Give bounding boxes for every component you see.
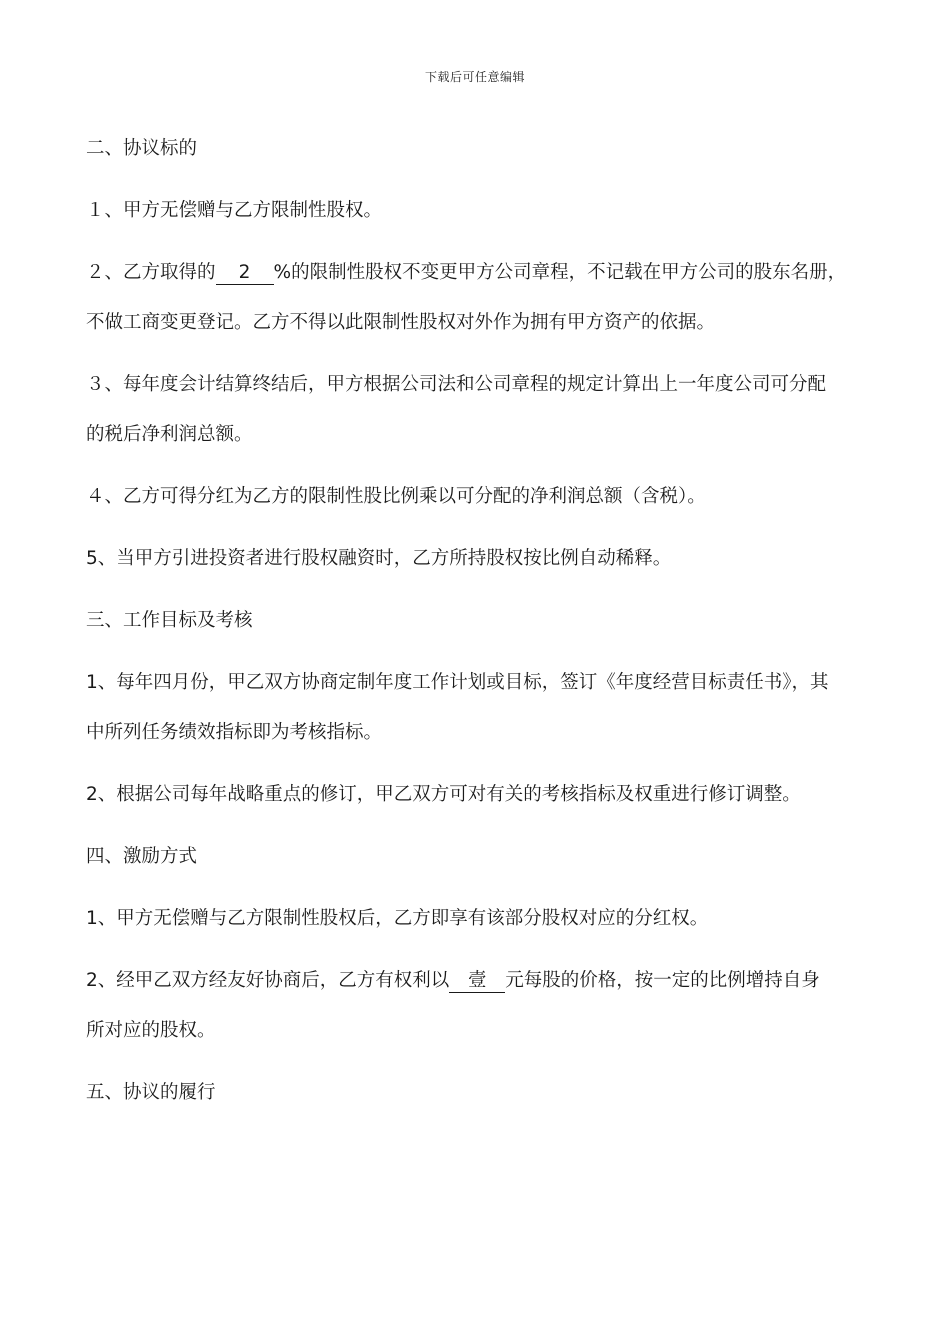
clause-4-2-before: 2、经甲乙双方经友好协商后，乙方有权利以 xyxy=(86,970,450,991)
clause-4-2-line-2: 所对应的股权。 xyxy=(86,1020,216,1041)
clause-3-2: 2、根据公司每年战略重点的修订，甲乙双方可对有关的考核指标及权重进行修订调整。 xyxy=(86,784,801,805)
clause-2-2-line-2: 不做工商变更登记。乙方不得以此限制性股权对外作为拥有甲方资产的依据。 xyxy=(86,312,716,333)
clause-2-3-line-2: 的税后净利润总额。 xyxy=(86,424,253,445)
clause-2-3-line-1: ３、每年度会计结算终结后，甲方根据公司法和公司章程的规定计算出上一年度公司可分配 xyxy=(86,374,827,395)
clause-4-2-line-1 xyxy=(86,966,876,996)
clause-4-1: 1、甲方无偿赠与乙方限制性股权后，乙方即享有该部分股权对应的分红权。 xyxy=(86,908,709,929)
clause-2-5: 5、当甲方引进投资者进行股权融资时，乙方所持股权按比例自动稀释。 xyxy=(86,548,672,569)
section-heading-incentive-method: 四、激励方式 xyxy=(86,846,198,867)
section-heading-agreement-subject: 二、协议标的 xyxy=(86,138,198,159)
clause-4-2-after: 元每股的价格，按一定的比例增持自身 xyxy=(505,970,820,991)
clause-3-1-line-1: 1、每年四月份，甲乙双方协商定制年度工作计划或目标，签订《年度经营目标责任书》，其 xyxy=(86,672,829,693)
clause-2-1: １、甲方无偿赠与乙方限制性股权。 xyxy=(86,200,383,221)
clause-3-1-line-2: 中所列任务绩效指标即为考核指标。 xyxy=(86,722,383,743)
clause-2-2-after: %的限制性股权不变更甲方公司章程，不记载在甲方公司的股东名册， xyxy=(273,262,847,283)
page-header: 下载后可任意编辑 xyxy=(424,70,525,84)
equity-percentage-blank: 2 xyxy=(216,262,274,285)
document-body xyxy=(86,134,876,1108)
clause-2-4: ４、乙方可得分红为乙方的限制性股比例乘以可分配的净利润总额（含税）。 xyxy=(86,486,706,507)
section-heading-agreement-performance: 五、协议的履行 xyxy=(86,1082,216,1103)
section-heading-goals-assessment: 三、工作目标及考核 xyxy=(86,610,253,631)
clause-2-2-before: ２、乙方取得的 xyxy=(86,262,216,283)
share-price-blank: 壹 xyxy=(449,970,505,993)
clause-2-2-line-1 xyxy=(86,258,876,288)
